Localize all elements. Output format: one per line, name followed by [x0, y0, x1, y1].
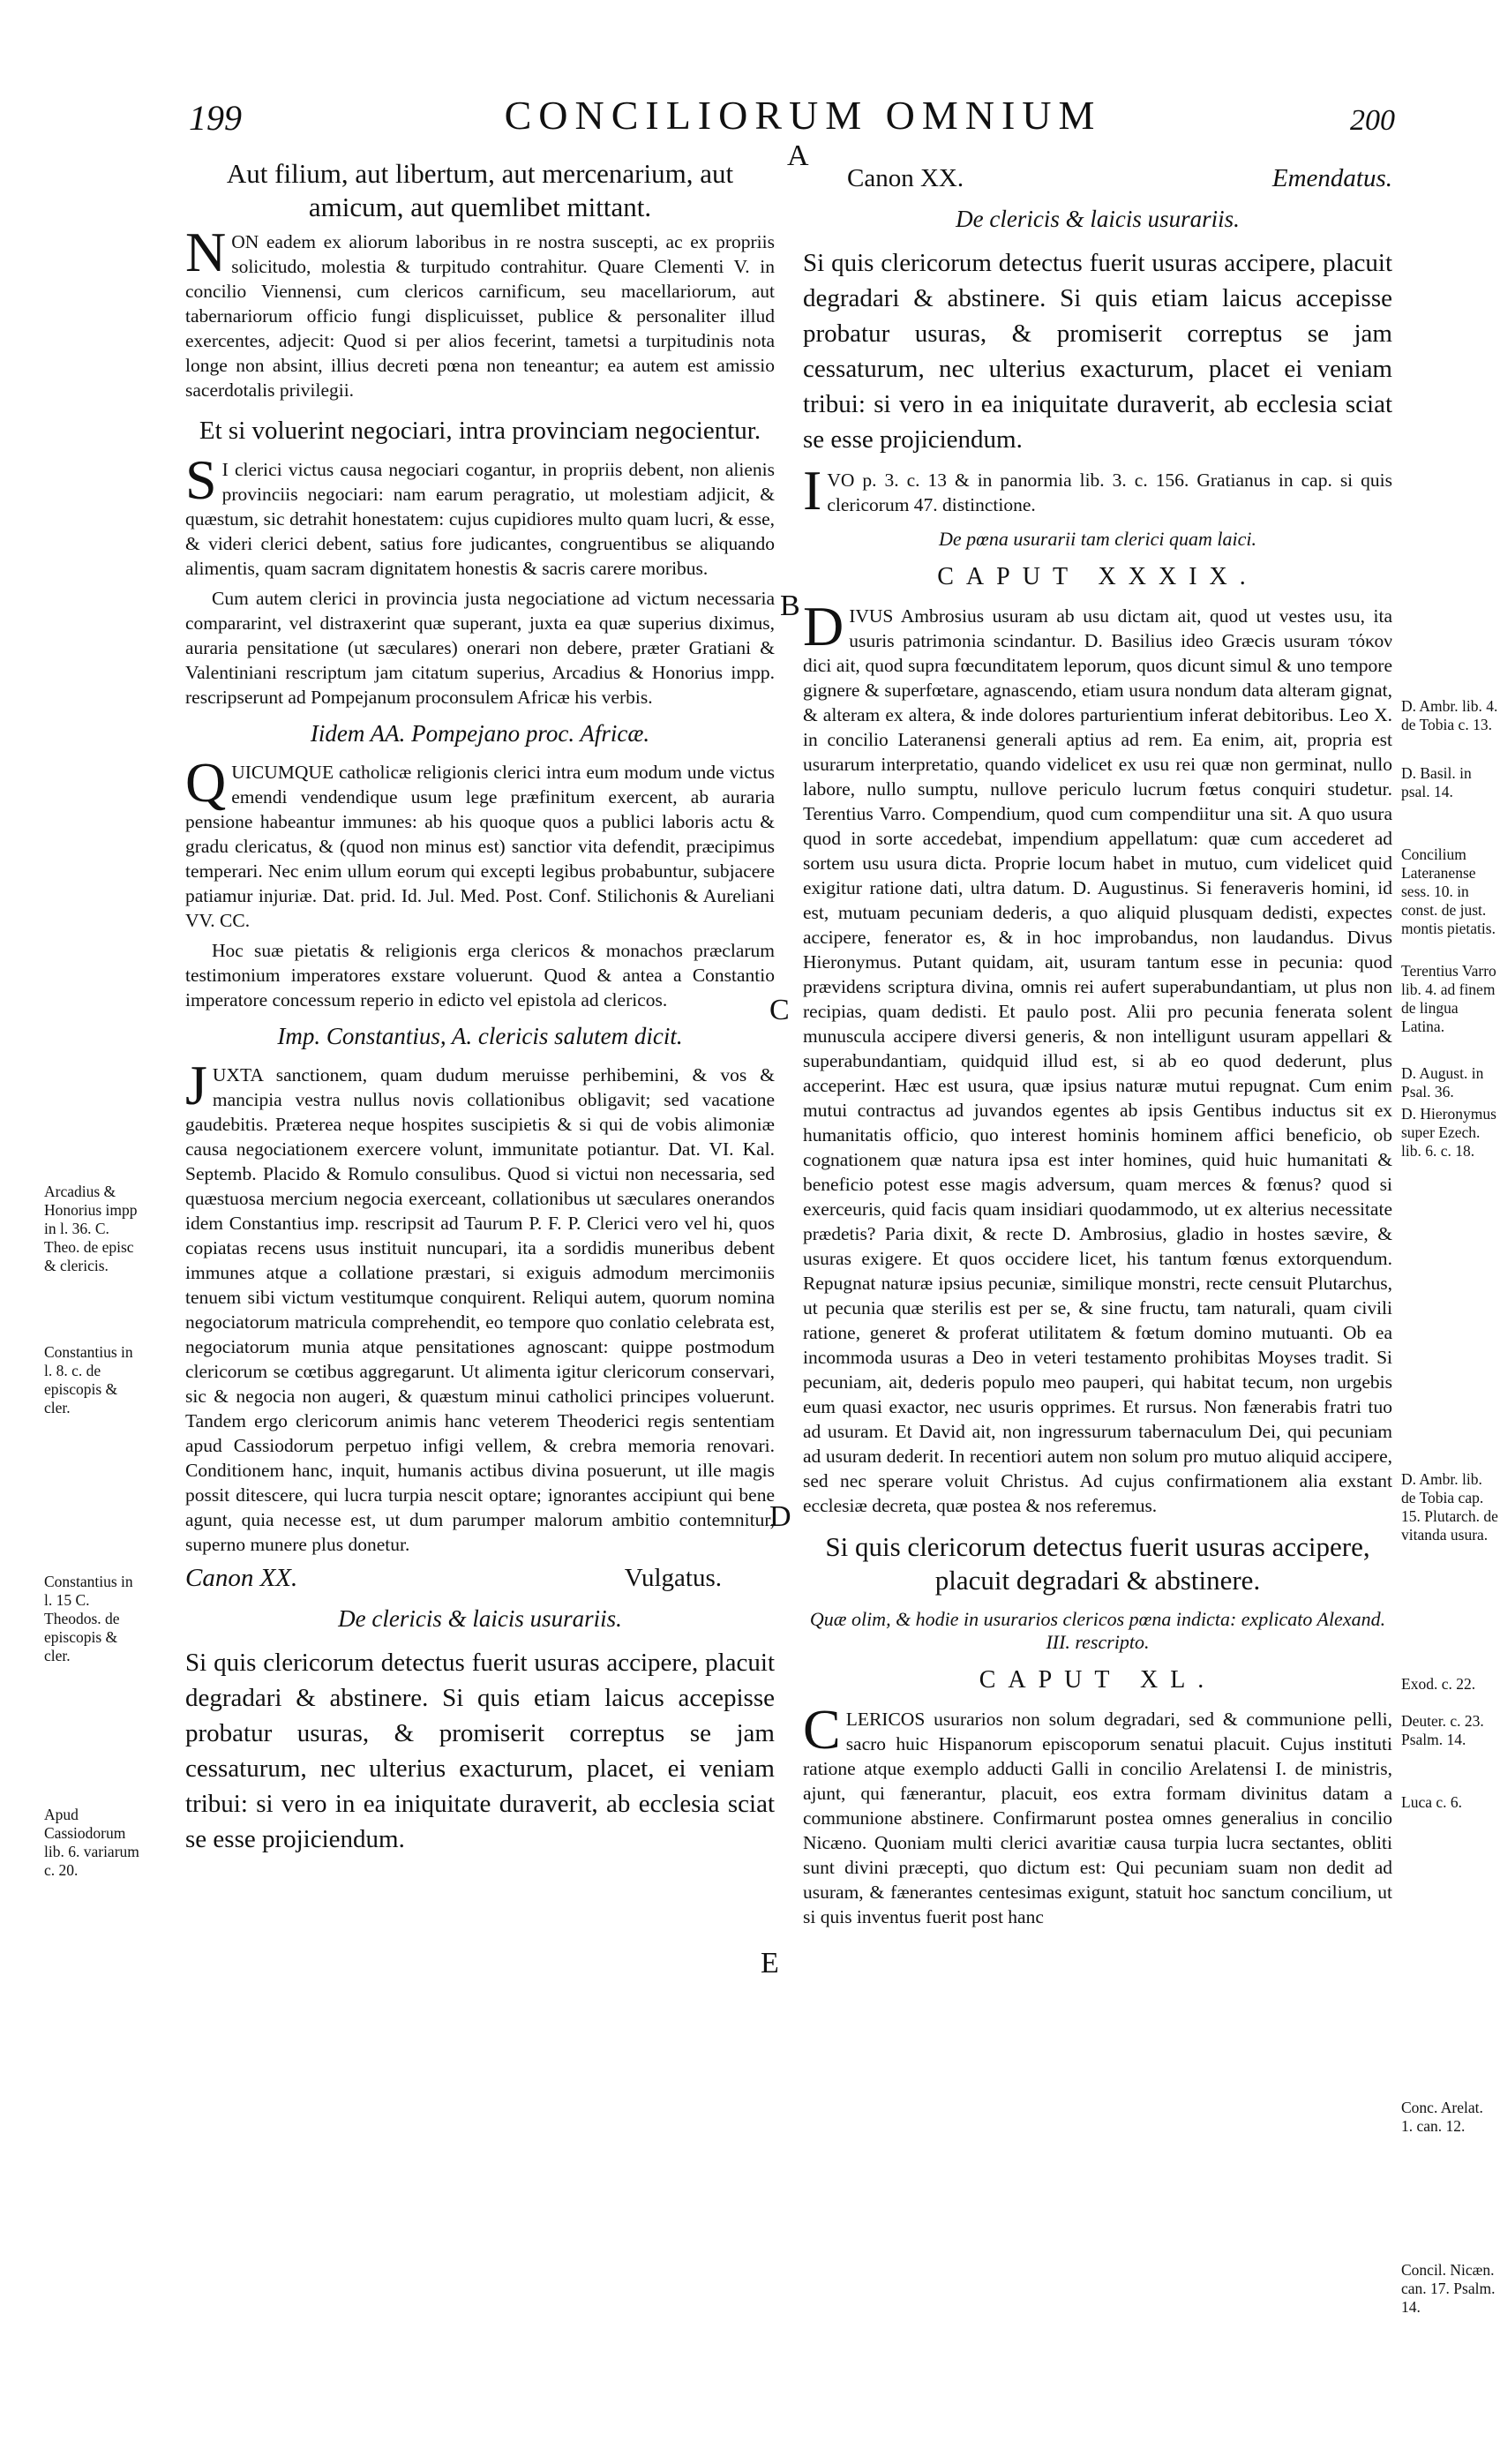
canon-text: Si quis clericorum detectus fuerit usuras accipere, placuit degradari & abstinere. Si quis etiam laicus accepisse probatur usuras, & promiserit correptus se jam cessaturum, nec ulterius exacturum, placet, ei veniam tribui: si vero in ea iniquitate duraverit, ab ecclesia sciat se esse projiciendum. [185, 1649, 775, 1853]
section-heading: Quæ olim, & hodie in usurarios clericos pœna indicta: explicato Alexand. III. rescripto. [809, 1608, 1386, 1653]
canon-text: Si quis clericorum detectus fuerit usuras accipere, placuit degradari & abstinere. Si quis etiam laicus accepisse probatur usuras, & promiserit correptus se jam cessaturum, nec ulterius exacturum, placet ei veniam tribui: si vero in ea iniquitate duraverit, ab ecclesia sciat se esse projiciendum. [803, 249, 1392, 454]
quotation [185, 751, 775, 933]
margin-note: D. Hieronymus super Ezech. lib. 6. c. 18. [1401, 1105, 1496, 1160]
page-number-right: 200 [1350, 104, 1395, 137]
margin-note: Arcadius & Honorius impp in l. 36. C. Theo. de episc & clericis. [44, 1183, 138, 1274]
section-heading: De pœna usurarii tam clerici quam laici. [939, 528, 1256, 550]
margin-note: D. Ambr. lib. 4. de Tobia c. 13. [1401, 697, 1498, 733]
canon-number: Canon XX. [185, 1564, 298, 1592]
margin-note: Constantius in l. 15 C. Theodos. de episcopis & cler. [44, 1573, 133, 1664]
section-marker-b: B [780, 590, 800, 622]
canon-version: Vulgatus. [624, 1564, 722, 1592]
section-marker-a: A [787, 139, 809, 172]
canon-heading [185, 1564, 775, 1593]
margin-note: Conc. Arelat. 1. can. 12. [1401, 2099, 1483, 2135]
canon-number: Canon XX. [847, 164, 964, 192]
section-marker-d: D [769, 1500, 791, 1533]
lead-text: Si quis clericorum detectus fuerit usuras accipere, placuit degradari & abstinere. [825, 1531, 1370, 1596]
section-heading: Imp. Constantius, A. clericis salutem dicit. [277, 1023, 683, 1049]
margin-note: Terentius Varro lib. 4. ad finem de lingua Latina. [1401, 962, 1496, 1035]
margin-note: Exod. c. 22. [1401, 1675, 1476, 1693]
margin-note: D. Ambr. lib. de Tobia cap. 15. Plutarch. de vitanda usura. [1401, 1470, 1498, 1544]
margin-note: Concilium Lateranense sess. 10. in const. de just. montis pietatis. [1401, 845, 1496, 937]
paragraph: NON eadem ex aliorum laboribus in re nostra suscepti, ac ex propriis solicitudo, molestia & turpitudo contrahitur. Quare Clementi V. in concilio Viennensi, cum clericos carnificum, seu macellariorum, aut tabernariorum officio fungi displicuisset, publice & personaliter illud exercentes, adjecit: Quod si per alios fecerint, tametsi a turpitudinis nota longe non absint, illius decreti pœna non teneantur; ea autem est amissio sacerdotalis privilegii. [185, 221, 775, 401]
section-marker-c: C [769, 994, 790, 1026]
citation: IVO p. 3. c. 13 & in panormia lib. 3. c. 156. Gratianus in cap. si quis clericorum 47. distinctione. [803, 459, 1392, 522]
margin-note: D. Basil. in psal. 14. [1401, 764, 1472, 800]
left-column [185, 157, 775, 1862]
chapter-heading: CAPUT XL. [979, 1666, 1217, 1694]
paragraph: DIVUS Ambrosius usuram ab usu dictam ait, quod ut vestes usu, ita usuris patrimonia scindantur. D. Basilius ideo Græcis usuram τόκον dici ait, quod supra fœcunditatem leporum, quos dicunt simul & uno tempore gignere & superfœtare, agnascendo, etiam usura nondum data alteram gignat, & alteram ex altera, & inde dolores parturientium inferat debitoribus. Leo X. in concilio Lateranensi generali aptius ad rem. Ea enim, ait, propria est usurarum interpretatio, quando videlicet ex usu rei quæ non germinat, nullo labore, nullo sumptu, nullove periculo lucrum fœtus conquiri studetur. Terentius Varro. Compendium, quod cum compendiitur una sit. A quo usura quod in sorte accedebat, impendium appellatum: quæ cum accederet ad sortem usu usura dicta. Proprie locum habet in mutuo, cum videlicet quid exigitur ratione dati, ultra datum. D. Augustinus. Si feneraveris homini, id est, mutuam pecuniam dederis, a quo aliquid plusquam dedisti, expectes accipere, fenerator es, & in hoc improbandus, non laudandus. Divus Hieronymus. Putant quidam, ait, usuram tantum esse in pecunia: quod prævidens scriptura divina, omnis rei aufert superabundantiam, ut plus non recipias, quam dedisti. Et paulo post. Alii pro pecunia fenerata solent munuscula accipere diversi generis, & non intelligunt usuram appellari & superabundantiam, quidquid illud est, si ab eo quod dederunt, plus acceperint. Hæc est usura, quæ ipsius naturæ mutui repugnat. Cum enim mutui contractus ad juvandos egentes ab ipsis Gentibus inductus sit ex humanitatis officio, quo interest hominis hominem affici beneficio, ob cognationem quæ natura ipsa est inter homines, quid huic humanitati & beneficio potest esse magis adversum, quam merces & fœnus? quod si exerceuris, quid facis quam insidiari quodammodo, ut ex alterius necessitate prædetis? Paria dixit, & recte D. Ambrosius, gladio in hostes sævire, & usuras exigere. Et quos occidere licet, his tantum fœnus extorquendum. Repugnat naturæ ipsius pecuniæ, similique monstri, recte censuit Plutarchus, ut pecunia quæ sterilis est per se, & sine fructu, tam naturali, quam civili ratione, generet & proferat utilitatem & fœtum domino mutuanti. Ob ea incommoda usuras a Deo in veteri testamento prohibitas Moyses tradit. Si pecuniam, ait, dederis populo meo pauperi, qui habitat tecum, non urgebis eum quasi exactor, nec usuris opprimes. Et rursus. Non fænerabis fratri tuo ad usuram. Et David ait, non ingressurum tabernaculum Dei, qui pecuniam ad usuram dederit. In recentiori autem non solum pro mutuo aliquid accipere, sed nec sperare voluit Christus. Ad cujus confirmationem alia exstant ecclesiæ decreta, quæ postea & nos referemus. [803, 595, 1392, 1516]
canon-version: Emendatus. [1271, 164, 1392, 192]
margin-note: Concil. Nicæn. can. 17. Psalm. 14. [1401, 2261, 1496, 2316]
canon-title: De clericis & laicis usurariis. [338, 1605, 622, 1632]
margin-note: Constantius in l. 8. c. de episcopis & cler. [44, 1343, 133, 1416]
chapter-heading: CAPUT XXXIX. [937, 563, 1258, 590]
canon-title: De clericis & laicis usurariis. [956, 206, 1240, 232]
paragraph: JUXTA sanctionem, quam dudum meruisse perhibemini, & vos & mancipia vestra nullus novis collationibus obligavit; sed vacatione gaudebitis. Præterea neque hospites suscipietis & si qui de vobis alimoniæ causa negociationem exercere volunt, immunitate potiantur. Dat. VI. Kal. Septemb. Placido & Romulo consulibus. Quod si victui non necessaria, sed quæstuosa mercium negocia exerceant, collationibus ut sæculares onerandos idem Constantius imp. rescripsit ad Taurum P. F. P. Clerici vero vel hi, quos copiatas recens usus instituit nuncupari, ita a sordidis muneribus debent immunes atque a collatione præstari, si exiguis admodum mercimoniis tenuem sibi victum vestitumque conquirent. Reliqui autem, quorum nomina negociatorum matricula comprehendit, eo tempore quo conlatio celebrata est, negociatorum munia atque pensitationes agnoscant: quippe postmodum clericorum se cœtibus aggregarunt. Ut alimenta igitur clericorum conservari, sic & negocia non augeri, & quæstum minui catholici principes voluerunt. Tandem ergo clericorum animis hanc veterem Theoderici regis sententiam apud Cassiodorum perpetuo infigi vellem, & crebra memoria renovari. Conditionem hanc, inquit, humanis actibus divina posuerunt, ut ille magis possit ditescere, qui lucra turpia nescit optare; ignorantes accipiunt qui bene agunt, quia necesse est, ut dum parumper malorum ambitio contemnitur, superno munere plus donetur. [185, 1054, 775, 1555]
paragraph: Hoc suæ pietatis & religionis erga clericos & monachos præclarum testimonium imperatores exstare voluerunt. Quod & antea a Constantio imperatore concessum reperio in edicto vel epistola ad clericos. [185, 940, 775, 1010]
section-marker-e: E [761, 1947, 779, 1979]
canon-heading [803, 164, 1392, 193]
margin-note: Luca c. 6. [1401, 1793, 1462, 1811]
margin-note: Deuter. c. 23. Psalm. 14. [1401, 1712, 1484, 1748]
section-heading: Et si voluerint negociari, intra provinciam negocientur. [199, 417, 761, 445]
margin-note: Apud Cassiodorum lib. 6. variarum c. 20. [44, 1806, 139, 1879]
margin-note: D. August. in Psal. 36. [1401, 1064, 1484, 1101]
paragraph: SI clerici victus causa negociari cogantur, in propriis debent, non alienis provinciis negociari: nam earum peragratio, ut molestiam adjicit, & quæstum, sic detrahit honestatem: cujus cupidiores multo quam lucri, & esse, & videri clerici debent, satius fore judicantes, congruentibus se aliquando alimentis, quam sacram dignitatem honestis & sacris carere moribus. [185, 448, 775, 579]
page-number-left: 199 [189, 98, 242, 138]
quotation-text: QUICUMQUE catholicæ religionis clerici intra eum modum unde victus emendi vendendique usum lege præfinitum exercent, ab auraria pensione habeantur immunes: ab his quoque quos a publici laboris actu & gradu clericatus, & (quod non minus est) sanctior vita defendit, præcipimus temperari. Nec enim ullum eorum qui excepti legibus probabuntur, subjacere patiamur injuriæ. Dat. prid. Id. Jul. Med. Post. Conf. Stilichonis & Aureliani VV. CC. [185, 751, 775, 931]
section-heading: Iidem AA. Pompejano proc. Africæ. [310, 720, 650, 747]
paragraph: Cum autem clerici in provincia justa negociatione ad victum necessaria compararint, vel distraxerint quæ superant, juxta ea quæ superius diximus, auraria pensitatione (ut sæculares) onerari non debere, præter Gratiani & Valentiniani rescriptum jam citatum superius, Arcadius & Honorius impp. rescripserunt ad Pompejanum proconsulem Africæ his verbis. [185, 588, 775, 708]
right-column [803, 157, 1392, 1934]
paragraph: CLERICOS usurarios non solum degradari, sed & communione pelli, sacro huic Hispanorum episcoporum senatui placuit. Cujus instituti ratione atque exemplo adducti Galli in concilio Arelatensi I. de ministris, ajunt, qui fænerantur, placuit, eos extra formam divinitus datam a communione abstinere. Confirmarunt postea omnes generalius in concilio Nicæno. Quoniam multi clerici avaritiæ causa turpia lucra sectantes, obliti sunt divini præcepti, quo dictum est: Qui pecuniam suam non dedit ad usuram, & fænerantes centesimas exigunt, statuit hoc sanctum concilium, ut si quis inventus fuerit post hanc [803, 1698, 1392, 1927]
lead-text: Aut filium, aut libertum, aut mercenarium, aut amicum, aut quemlibet mittant. [226, 158, 734, 222]
running-title: CONCILIORUM OMNIUM [504, 93, 1102, 138]
